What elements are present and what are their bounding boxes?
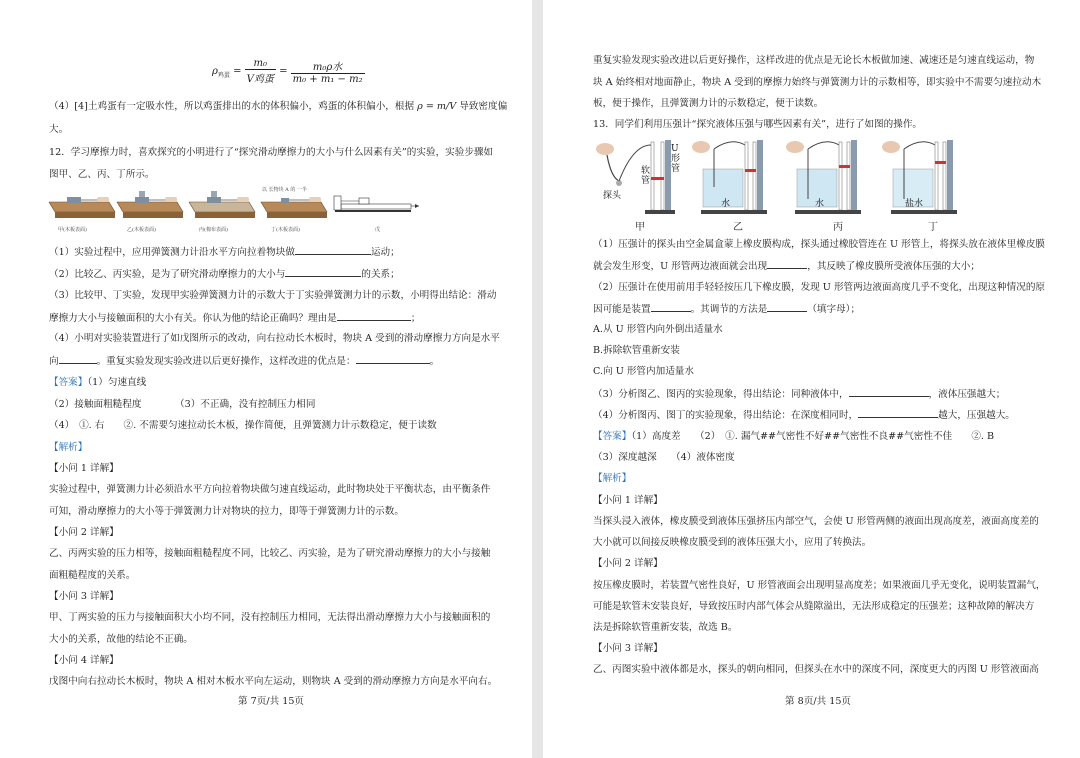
- r-sub-3-head: 【小问 3 详解】: [593, 643, 663, 654]
- sub-1-line-a: 实验过程中，弹簧测力计必须沿水平方向拉着物块做匀速直线运动，此时物块处于平衡状态，由平衡条件: [49, 484, 491, 495]
- sub-1-head: 【小问 1 详解】: [49, 463, 119, 474]
- caption-jia: 甲(木板表面): [58, 227, 87, 233]
- q13-part2: （2）压强计在使用前用手轻轻按压几下橡皮膜，发现 U 形管两边液面高度几乎不变化，出现这种情况的原: [593, 282, 1046, 293]
- blank-9[interactable]: [849, 387, 929, 397]
- r-sub-1-line-b: 大小就可以间接反映橡皮膜受到的液体压强大小，应用了转换法。: [593, 537, 872, 548]
- question-12-stem: 12．学习摩擦力时，喜欢探究的小明进行了“探究滑动摩擦力的大小与什么因素有关”的实验，实验步骤如: [49, 147, 494, 158]
- answer-line-3: （3）不正确，没有控制压力相同: [175, 399, 316, 410]
- blank-3[interactable]: [337, 311, 411, 321]
- sub-3-line-b: 大小的关系，故他的结论不正确。: [49, 634, 193, 645]
- sub-2-line-b: 面粗糙程度的关系。: [49, 570, 136, 581]
- q12-part2: （2）比较乙、丙实验，是为了研究滑动摩擦力的大小与 的关系；: [49, 269, 400, 280]
- label-bing: 丙: [833, 222, 843, 233]
- blank-4[interactable]: [59, 354, 97, 364]
- blank-10[interactable]: [858, 408, 938, 418]
- answer-line-4: （4） ①. 右 ②. 不需要匀速拉动长木板，操作简便，且弹簧测力计示数稳定，便于读数: [49, 420, 437, 431]
- right-line-1: 重复实验发现实验改进以后更好操作，这样改进的优点是无论长木板做加速、减速还是匀速直线运动，物: [593, 55, 1035, 66]
- blank-7[interactable]: [651, 302, 691, 312]
- right-line-2: 块 A 始终相对地面静止，物块 A 受到的摩擦力始终与弹簧测力计的示数相等，即实验中不需要匀速拉动木: [593, 77, 1042, 88]
- caption-bing: 丙(棉布表面): [199, 227, 228, 233]
- r-sub-1-head: 【小问 1 详解】: [593, 495, 663, 506]
- page-footer-left: 第 7页/共 15页: [238, 696, 305, 707]
- sub-3-line-a: 甲、丁两实验的压力与接触面积大小均不同，没有控制压力相同，无法得出滑动摩擦力大小与接触面积的: [49, 612, 491, 623]
- friction-experiment-figure: [49, 186, 419, 228]
- q13-part4: （4）分析图丙、图丁的实验现象，得出结论：在深度相同时， 越大，压强越大。: [593, 410, 1015, 421]
- r-sub-2-line-b: 可能是软管未安装良好，导致按压时内部气体会从缝隙溢出，无法形成稳定的压强差；这种故障的解决方: [593, 601, 1035, 612]
- option-a: A.从 U 形管内向外倒出适量水: [593, 324, 723, 335]
- blank-1[interactable]: [295, 245, 371, 255]
- answer-4-line: （4）[4]土鸡蛋有一定吸水性，所以鸡蛋排出的水的体积偏小，鸡蛋的体积偏小，根据 ρ = m/V 导致密度偏: [49, 101, 508, 112]
- caption-wu: 戊: [375, 227, 381, 233]
- blank-2[interactable]: [285, 267, 361, 277]
- label-water-bing: 水: [815, 199, 825, 209]
- figure-jia: [49, 197, 115, 218]
- blank-5[interactable]: [356, 354, 430, 364]
- answer-block-13: 【答案】（1）高度差 （2） ①. 漏气##气密性不好##气密性不良##气密性不佳 ②. B: [593, 431, 995, 442]
- blank-8[interactable]: [767, 302, 807, 312]
- figure-bing: [189, 191, 255, 218]
- question-13-stem: 13．同学们利用压强计“探究液体压强与哪些因素有关”，进行了如图的操作。: [593, 119, 923, 130]
- caption-ding: 丁(木板表面): [271, 227, 300, 233]
- r-sub-2-line-c: 法是拆除软管重新安装，故选 B。: [593, 622, 738, 633]
- option-c: C.向 U 形管内加适量水: [593, 366, 694, 377]
- analysis-tag-13: 【解析】: [593, 473, 632, 484]
- q12-part3: （3）比较甲、丁实验，发现甲实验弹簧测力计的示数大于丁实验弹簧测力计的示数，小明得出结论：滑动: [49, 290, 497, 301]
- setup-jia: [596, 140, 675, 214]
- label-saltwater: 盐水: [905, 199, 924, 209]
- figure-yi: [117, 191, 183, 218]
- q12-part4: （4）小明对实验装置进行了如戊图所示的改动，向右拉动长木板时，物块 A 受到的滑动摩擦力方向是水平: [49, 333, 500, 344]
- sub-3-head: 【小问 3 详解】: [49, 591, 119, 602]
- label-ding: 丁: [928, 222, 938, 233]
- page-8: [543, 0, 1080, 758]
- sub-2-line-a: 乙、丙两实验的压力相等，接触面粗糙程度不同，比较乙、丙实验，是为了研究滑动摩擦力的大小与接触: [49, 548, 491, 559]
- r-sub-2-head: 【小问 2 详解】: [593, 558, 663, 569]
- sub-4-line-a: 戊图中向右拉动长木板时，物块 A 相对木板水平向左运动，则物块 A 受到的滑动摩擦力方向是水平向右。: [49, 676, 498, 687]
- right-line-3: 板，便于操作，且弹簧测力计的示数稳定，便于读数。: [593, 98, 824, 109]
- label-u-tube: U形管: [671, 144, 681, 174]
- sub-1-line-b: 可知，滑动摩擦力的大小等于弹簧测力计对物块的拉力，即等于弹簧测力计的示数。: [49, 506, 404, 517]
- answer-line-13-2: （3）深度越深 （4）液体密度: [593, 452, 735, 463]
- label-water-yi: 水: [721, 199, 731, 209]
- q13-part1: （1）压强计的探头由空金属盒蒙上橡皮膜构成，探头通过橡胶管连在 U 形管上，将探头放在液体里橡皮膜: [593, 239, 1046, 250]
- label-jia: 甲: [635, 222, 645, 233]
- figure-ding: [261, 197, 327, 218]
- q13-part1-b: 就会发生形变，U 形管两边液面就会出现 ，其反映了橡皮膜所受液体压强的大小；: [593, 261, 980, 272]
- label-yi: 乙: [733, 222, 743, 233]
- page-7: [0, 0, 532, 758]
- r-sub-2-line-a: 按压橡皮膜时，若装置气密性良好，U 形管液面会出现明显高度差；如果液面几乎无变化，说明装置漏气，: [593, 580, 1046, 591]
- fig-note: 以 长物块 A 的 一半: [262, 187, 307, 193]
- page-gutter: [532, 0, 543, 758]
- r-sub-1-line-a: 当探头浸入液体，橡皮膜受到液体压强挤压内部空气，会使 U 形管两侧的液面出现高度差，液面高度差的: [593, 516, 1039, 527]
- label-hose: 软管: [641, 166, 651, 186]
- figure-wu: [334, 196, 419, 212]
- answer-4-line-2: 大。: [49, 124, 69, 135]
- r-sub-3-line-a: 乙、丙图实验中液体都是水，探头的朝向相同，但探头在水中的深度不同，深度更大的丙图 U 形管液面高: [593, 664, 1039, 675]
- answer-block-1: 【答案】（1）匀速直线: [49, 377, 147, 388]
- blank-6[interactable]: [767, 259, 807, 269]
- option-b: B.拆除软管重新安装: [593, 345, 680, 356]
- analysis-tag: 【解析】: [49, 442, 88, 453]
- caption-yi: 乙(木板表面): [127, 227, 156, 233]
- sub-2-head: 【小问 2 详解】: [49, 527, 119, 538]
- q13-part2-b: 因可能是装置 。其调节的方法是 （填字母）；: [593, 304, 861, 315]
- question-12-stem-2: 图甲、乙、丙、丁所示。: [49, 169, 155, 180]
- sub-4-head: 【小问 4 详解】: [49, 655, 119, 666]
- q12-part1: （1）实验过程中，应用弹簧测力计沿水平方向拉着物块做 运动；: [49, 247, 400, 258]
- label-probe: 探头: [603, 191, 622, 201]
- page-footer-right: 第 8页/共 15页: [785, 696, 852, 707]
- density-formula: $\rho_{鸡蛋}$ = $\frac{\text{m₀}}{\text{V鸡蛋}}$ = $\frac{\text{m₀ρ水}}{\text{m₀ + m₁ − m₂}}$: [212, 58, 363, 85]
- answer-line-2: （2）接触面粗糙程度: [49, 399, 142, 410]
- q12-part3-b: 摩擦力大小与接触面积的大小有关。你认为他的结论正确吗？理由是 ；: [49, 313, 421, 324]
- q12-part4-b: 向 。重复实验发现实验改进以后更好操作，这样改进的优点是： 。: [49, 356, 440, 367]
- q13-part3: （3）分析图乙、图丙的实验现象，得出结论：同种液体中， ，液体压强越大；: [593, 389, 1006, 400]
